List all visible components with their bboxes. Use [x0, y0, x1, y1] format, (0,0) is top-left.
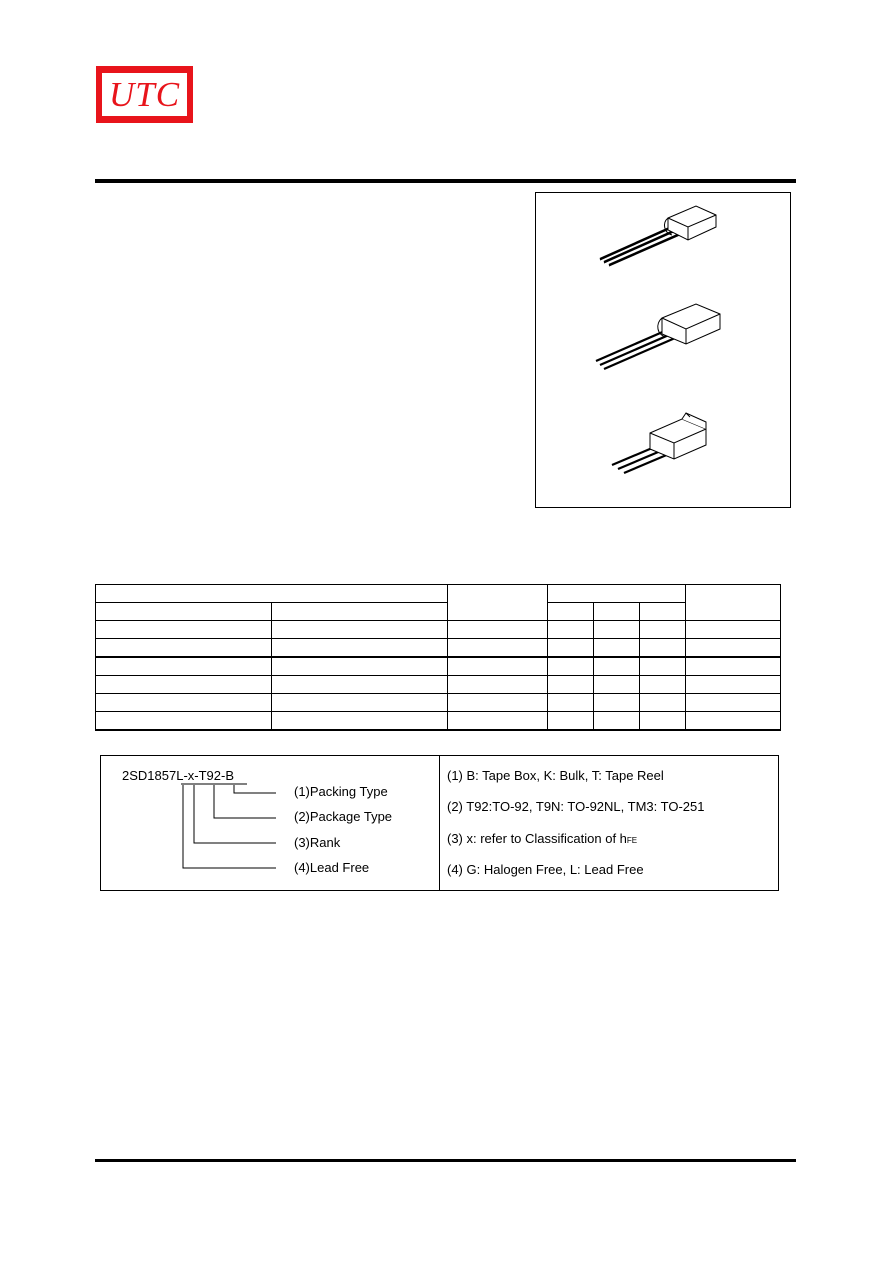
to251-package-image [612, 413, 706, 473]
part-number-code-box [100, 755, 779, 891]
lead-free-label: (4)Lead Free [294, 860, 370, 875]
ordering-information-table [95, 584, 781, 731]
table-row [96, 676, 781, 694]
to92nl-package-image [596, 304, 720, 369]
logo-text: UTC [108, 74, 181, 114]
utc-logo [96, 66, 193, 123]
part-number: 2SD1857L-x-T92-B [122, 768, 234, 783]
rank-label: (3)Rank [294, 835, 341, 850]
table-row [96, 585, 781, 603]
hfe-subscript: FE [626, 836, 638, 845]
table-row [96, 621, 781, 639]
table-row [96, 712, 781, 731]
to92-package-image [600, 206, 716, 266]
rank-description-text: (3) x: refer to Classification of h [447, 831, 627, 846]
packing-type-label: (1)Packing Type [294, 784, 388, 799]
package-drawings [536, 193, 792, 509]
package-type-description: (2) T92:TO-92, T9N: TO-92NL, TM3: TO-251 [447, 799, 705, 814]
packing-type-description: (1) B: Tape Box, K: Bulk, T: Tape Reel [447, 768, 664, 783]
table-row [96, 657, 781, 676]
rank-description [447, 831, 637, 848]
header-rule [95, 179, 796, 183]
footer-rule [95, 1159, 796, 1162]
package-type-label: (2)Package Type [294, 809, 393, 824]
table-row [96, 603, 781, 621]
lead-free-description: (4) G: Halogen Free, L: Lead Free [447, 862, 644, 877]
table-row [96, 694, 781, 712]
package-images [535, 192, 791, 508]
table-row [96, 639, 781, 658]
